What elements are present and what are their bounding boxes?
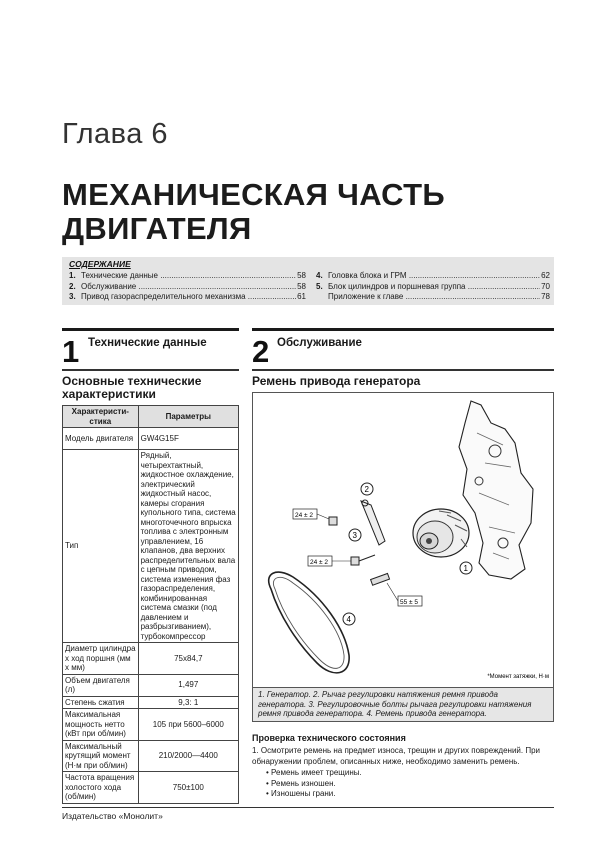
torque-note: *Момент затяжки, Н·м	[487, 674, 549, 680]
toc-entry-page: 61	[297, 292, 306, 301]
toc-entry-page: 62	[541, 271, 550, 280]
table-row	[63, 643, 239, 675]
table-row	[63, 674, 239, 696]
table-header-cell: Параметры	[138, 406, 238, 428]
toc-entry-number: 3.	[69, 292, 76, 301]
toc-entry-text: Обслуживание .....	[81, 282, 296, 293]
subsection-title	[62, 375, 201, 401]
toc-entry-page: 58	[297, 281, 306, 291]
section-2-title: Обслуживание	[277, 337, 362, 349]
row-label: Тип	[63, 450, 139, 643]
toc-entry-number: 1.	[69, 271, 76, 280]
chapter-title	[62, 178, 445, 246]
toc-entry[interactable]	[69, 282, 306, 293]
check-bullets	[266, 768, 554, 800]
toc-entry-number: 4.	[316, 271, 323, 280]
toc-entry-page: 78	[541, 292, 550, 301]
torque-label-1: 24 ± 2	[295, 512, 314, 519]
table-row	[63, 428, 239, 450]
belt-diagram	[252, 392, 554, 688]
section-1-rule	[62, 328, 239, 331]
toc-label: СОДЕРЖАНИЕ	[69, 259, 131, 269]
belt-diagram-svg	[253, 393, 553, 687]
row-label: Максимальная мощность нетто (кВт при об/мин)	[63, 709, 139, 741]
toc-entry-number	[316, 292, 328, 303]
row-value: Рядный, четырехтактный, жидкостное охлаждение, электрический жидкостный насос, камеры сгорания купольного типа, система многоточечного впрыска топлива с электронным управлением, 16 клапанов, два верхних распределительных вала с цепным приводом, система изменения фаз газораспределения, комбинированная система смазки (под давлением и разбрызгиванием), турбокомпрессор	[138, 450, 238, 643]
toc-column-left	[69, 271, 306, 303]
adjusting-arm	[361, 501, 385, 545]
row-label: Степень сжатия	[63, 696, 139, 709]
table-row	[63, 740, 239, 772]
toc-entry[interactable]	[69, 271, 306, 282]
row-value: 750±100	[138, 772, 238, 804]
row-value: 9,3: 1	[138, 696, 238, 709]
toc-entry-number: 2.	[69, 281, 76, 291]
toc-entry-number: 5.	[316, 281, 323, 291]
row-label: Частота вращения холостого хода (об/мин)	[63, 772, 139, 804]
table-header-cell	[63, 406, 139, 428]
timing-cover	[459, 401, 533, 579]
section-1-number: 1	[62, 334, 80, 369]
bullet-text: Ремень изношен.	[271, 778, 336, 788]
generator	[413, 509, 469, 557]
callout-3: 3	[352, 531, 357, 540]
subsection-rule	[62, 369, 239, 371]
table-row	[63, 696, 239, 709]
section-2-number: 2	[252, 334, 270, 369]
toc-entry-text: Приложение к главе .....	[328, 292, 540, 303]
row-value: 75x84,7	[138, 643, 238, 675]
toc-entry-text: Технические данные .....	[81, 271, 296, 282]
chapter-title-line-2: ДВИГАТЕЛЯ	[62, 211, 252, 246]
table-of-contents	[62, 257, 554, 305]
row-value: 210/2000—4400	[138, 740, 238, 772]
drive-belt	[269, 572, 349, 673]
section-1-title: Технические данные	[88, 337, 207, 349]
chapter-heading: Глава 6	[62, 118, 169, 150]
check-step: 1. Осмотрите ремень на предмет износа, трещин и других повреждений. При обнаружении проблем, описанных ниже, необходимо заменить ремень.	[252, 746, 541, 766]
chapter-title-line-1: МЕХАНИЧЕСКАЯ ЧАСТЬ	[62, 177, 445, 212]
bullet-item: • Ремень имеет трещины.	[266, 768, 362, 777]
toc-entry-text: Привод газораспределительного механизма .....	[81, 292, 296, 303]
toc-entry[interactable]	[316, 292, 550, 303]
row-label: Модель двигателя	[63, 428, 139, 450]
bullet-item: • Ремень изношен.	[266, 778, 336, 788]
spec-table	[62, 405, 239, 804]
subsection-title-line-1: Основные технические	[62, 374, 202, 388]
bullet-text: Изношены грани.	[271, 789, 336, 798]
bolt-3	[371, 573, 390, 585]
toc-entry-text: Головка блока и ГРМ .....	[328, 271, 540, 282]
subsection-title-line-2: характеристики	[62, 387, 156, 401]
bullet-text: Ремень имеет трещины.	[271, 768, 362, 777]
table-row	[63, 772, 239, 804]
subsection-title: Ремень привода генератора	[252, 374, 421, 388]
toc-entry[interactable]	[316, 271, 550, 282]
subsection-rule	[252, 369, 554, 371]
leader	[317, 514, 329, 519]
toc-entry-text: Блок цилиндров и поршневая группа .....	[328, 282, 540, 293]
row-label: Диаметр цилиндра x ход поршня (мм x мм)	[63, 643, 139, 675]
callout-2: 2	[364, 485, 369, 494]
leader	[387, 583, 398, 601]
table-header-row	[63, 406, 239, 428]
page-footer: Издательство «Монолит»	[62, 807, 554, 821]
torque-label-3: 55 ± 5	[400, 599, 419, 606]
header-line: стика	[89, 416, 112, 426]
toc-entry-page: 70	[541, 281, 550, 291]
header-line: Характеристи-	[71, 407, 129, 416]
callout-1: 1	[463, 564, 468, 573]
toc-entry-page: 58	[297, 271, 306, 280]
table-row	[63, 450, 239, 643]
callout-4: 4	[346, 615, 351, 624]
table-row	[63, 709, 239, 741]
row-value: GW4G15F	[138, 428, 238, 450]
row-value: 1,497	[138, 674, 238, 696]
section-2-rule	[252, 328, 554, 331]
row-value: 105 при 5600–6000	[138, 709, 238, 741]
check-title: Проверка технического состояния	[252, 733, 406, 743]
toc-column-right	[316, 271, 550, 303]
torque-label-2: 24 ± 2	[310, 559, 329, 566]
bullet-item: • Изношены грани.	[266, 789, 336, 798]
bolt-2	[351, 555, 375, 565]
bolt-1	[329, 517, 337, 525]
row-label: Объем двигателя (л)	[63, 674, 139, 696]
toc-entry[interactable]	[316, 282, 550, 293]
figure-caption: 1. Генератор. 2. Рычаг регулировки натяжения ремня привода генератора. 3. Регулировочные болты рычага регулировки натяжения ремня привода генератора. 4. Ремень привода генератора.	[252, 688, 554, 722]
row-label: Максимальный крутящий момент (Н·м при об/мин)	[63, 740, 139, 772]
toc-entry[interactable]	[69, 292, 306, 303]
